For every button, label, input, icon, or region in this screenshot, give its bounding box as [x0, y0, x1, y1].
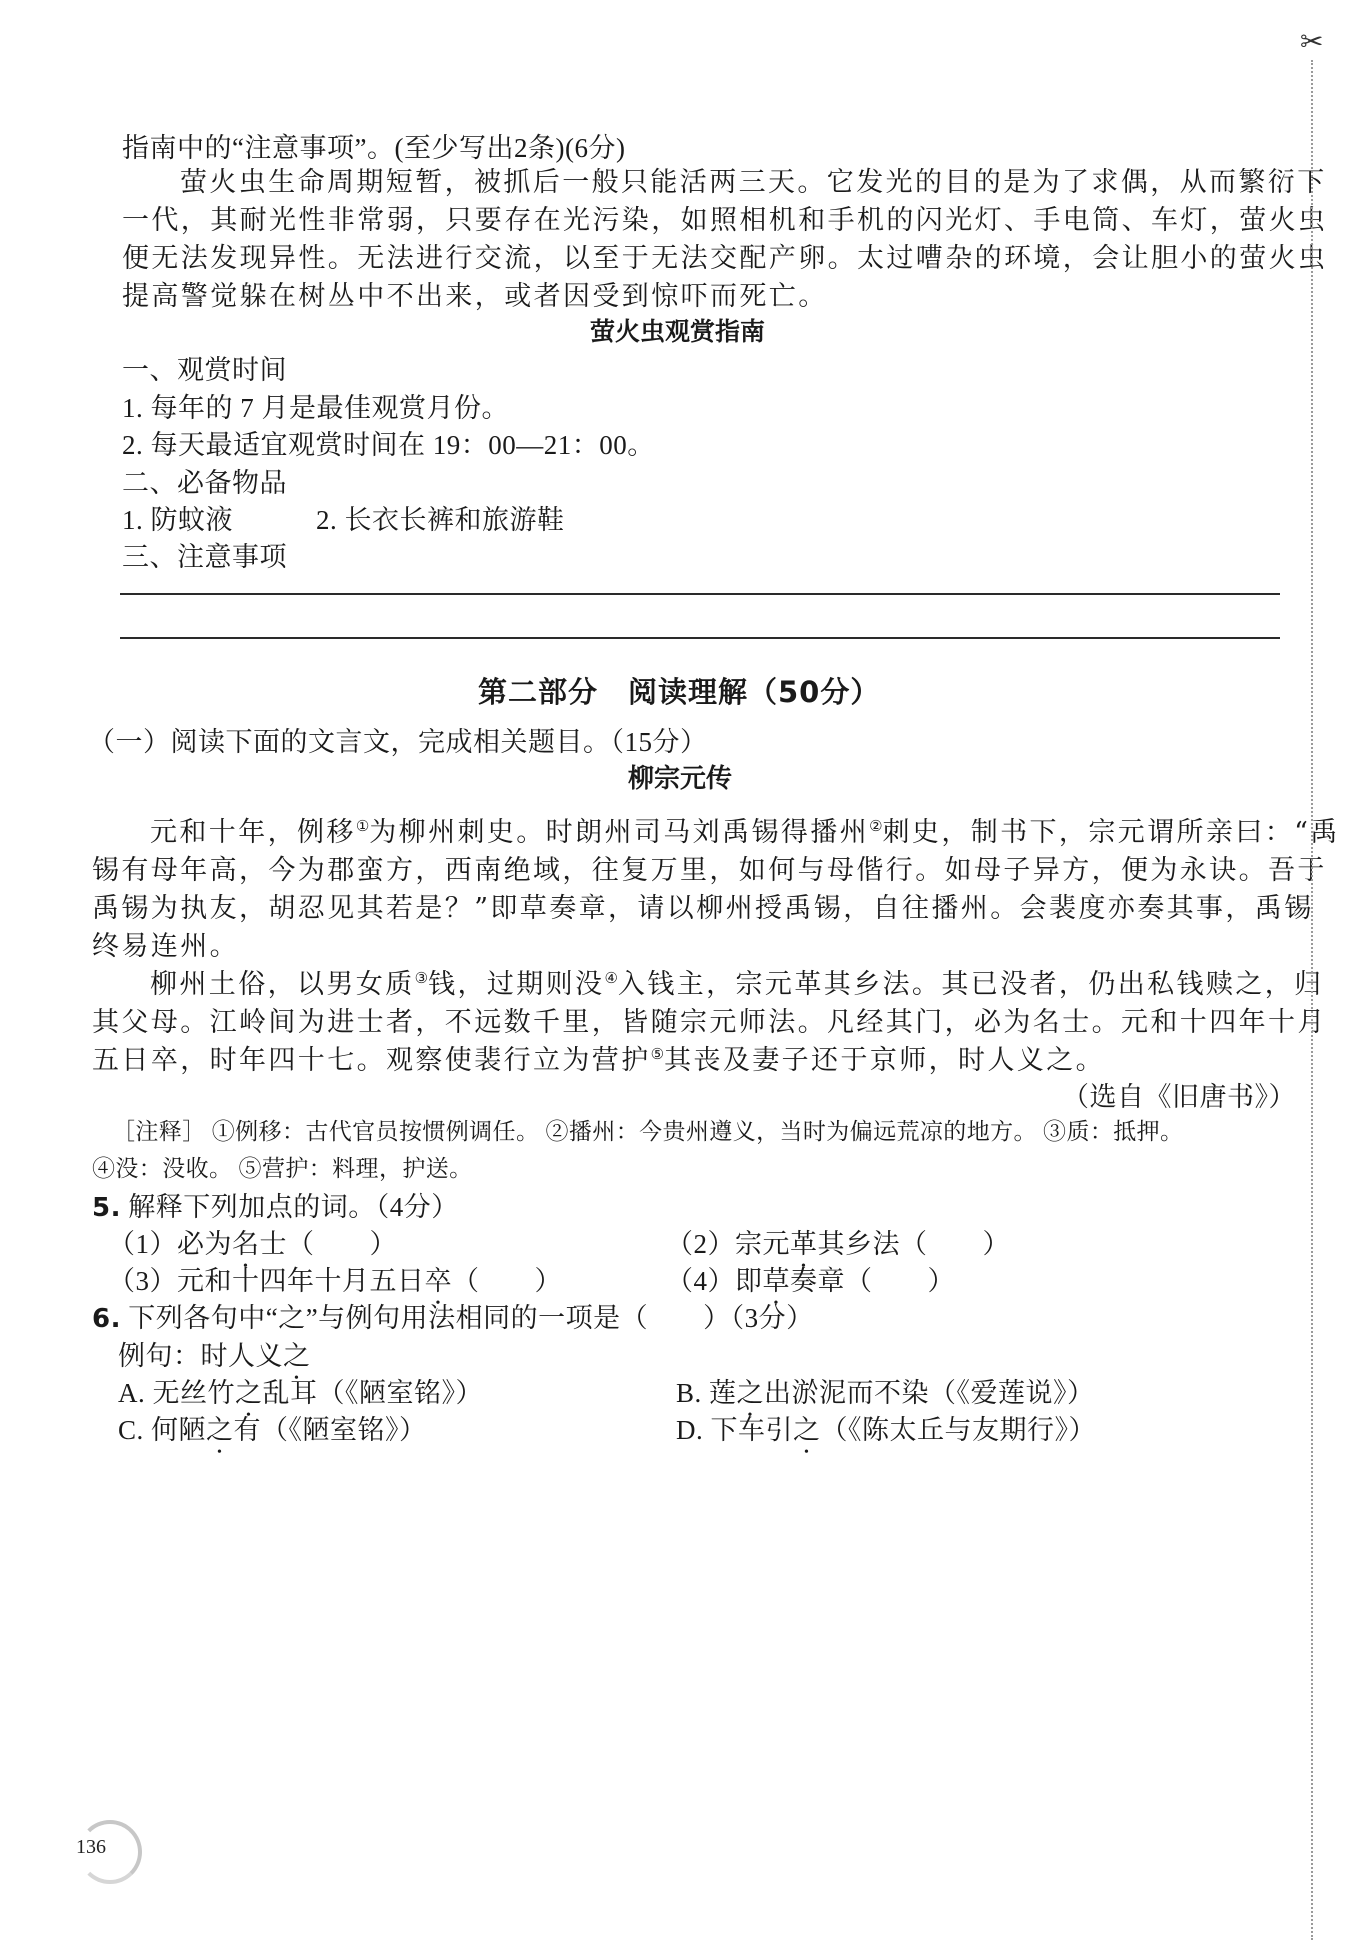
- passage-line-4: 提高警觉躲在树丛中不出来，或者因受到惊吓而死亡。: [122, 281, 828, 312]
- guide-title: 萤火虫观赏指南: [590, 317, 766, 346]
- dotted-word: 之: [235, 1378, 263, 1408]
- text-run: （《陈太丘与友期行》）: [820, 1415, 1096, 1445]
- passage-title: 柳宗元传: [628, 764, 733, 794]
- classical-p2-line-2: 其父母。江岭间为进士者，不远数千里，皆随宗元师法。凡经其门，必为名士。元和十四年十月: [92, 1007, 1327, 1038]
- guide-item-clothing: 2. 长衣长裤和旅游鞋: [316, 505, 565, 535]
- annotation-line-1: ［注释］ ①例移：古代官员按惯例调任。 ②播州：今贵州遵义，当时为偏远荒凉的地方。 ③质：抵押。: [112, 1119, 1184, 1144]
- dotted-word: 之: [793, 1415, 821, 1445]
- q6-option-d[interactable]: [676, 1408, 1096, 1460]
- question-text: 解释下列加点的词。（4分）: [120, 1192, 459, 1222]
- text-run: 奏章（ ）: [790, 1266, 955, 1296]
- text-run: （3）元和十四年十月五日: [108, 1266, 425, 1296]
- question-text: 下列各句中“之”与例句用法相同的一项是（ ）（3分）: [120, 1303, 814, 1333]
- dotted-word: 卒: [424, 1266, 452, 1296]
- passage-line-3: 便无法发现异性。无法进行交流，以至于无法交配产卵。太过嘈杂的环境，会让胆小的萤火虫: [122, 243, 1328, 274]
- note-ref-3: ③: [414, 969, 429, 987]
- text-run: 出淤泥而不染（《爱莲说》）: [764, 1378, 1095, 1408]
- text-run: （4）即: [666, 1266, 763, 1296]
- cut-line: [1311, 60, 1313, 1940]
- passage-line-2: 一代，其耐光性非常弱，只要存在光污染，如照相机和手机的闪光灯、手电筒、车灯，萤火虫: [122, 205, 1328, 236]
- classical-p1-line-3: 禹锡为执友，胡忍见其若是？”即草奏章，请以柳州授禹锡，自往播州。会裴度亦奏其事，禹锡: [92, 893, 1314, 924]
- guide-section-time: 一、观赏时间: [122, 355, 287, 385]
- guide-item-month: 1. 每年的 7 月是最佳观赏月份。: [122, 393, 509, 423]
- text-run: 例句：时人义: [118, 1341, 283, 1371]
- classical-p1-line-4: 终易连州。: [92, 931, 239, 962]
- text-run: 钱，过期则没: [428, 969, 605, 1000]
- text-run: （1）必为: [108, 1229, 232, 1259]
- text-run: A. 无丝竹: [118, 1378, 235, 1408]
- note-ref-1: ①: [355, 817, 370, 835]
- page-number-badge: [72, 1818, 142, 1878]
- annotation-line-2: ④没：没收。 ⑤营护：料理，护送。: [92, 1156, 473, 1181]
- guide-section-items: 二、必备物品: [122, 468, 287, 498]
- guide-item-hours: 2. 每天最适宜观赏时间在 19：00—21：00。: [122, 430, 655, 460]
- note-ref-2: ②: [869, 817, 883, 835]
- dotted-word: 之: [206, 1415, 234, 1445]
- text-run: 为柳州刺史。时朗州司马刘禹锡得播州: [369, 817, 870, 848]
- text-run: 五日卒，时年四十七。观察使裴行立为营护: [92, 1045, 651, 1076]
- classical-p1-line-2: 锡有母年高，今为郡蛮方，西南绝域，往复万里，如何与母偕行。如母子异方，便为永诀。吾于: [92, 855, 1327, 886]
- answer-line-2[interactable]: [120, 637, 1280, 639]
- text-run: 士（ ）: [259, 1229, 397, 1259]
- text-run: 其丧及妻子还于京师，时人义之。: [664, 1045, 1106, 1076]
- q6-option-c[interactable]: [118, 1408, 427, 1460]
- text-run: 乱耳（《陋室铭》）: [262, 1378, 483, 1408]
- dotted-word: 之: [283, 1341, 311, 1371]
- classical-p2-line-3: [92, 1038, 1105, 1077]
- text-run: B. 莲: [676, 1378, 737, 1408]
- answer-line-1[interactable]: [120, 593, 1280, 595]
- text-run: 其乡法（ ）: [817, 1229, 1010, 1259]
- text-run: C. 何陋: [118, 1415, 207, 1445]
- question-6-stem: [92, 1296, 814, 1335]
- dotted-word: 之: [736, 1378, 765, 1408]
- question-intro: 指南中的“注意事项”。(至少写出2条)(6分): [122, 133, 626, 163]
- guide-section-notes: 三、注意事项: [122, 542, 287, 572]
- dotted-word: 草: [762, 1266, 790, 1296]
- passage-line-1: 萤火虫生命周期短暂，被抓后一般只能活两三天。它发光的目的是为了求偶，从而繁衍下: [180, 167, 1327, 198]
- text-run: 有（《陋室铭》）: [233, 1415, 427, 1445]
- text-run: 入钱主，宗元革其乡法。其已没者，仍出私钱赎之，归: [617, 969, 1324, 1000]
- question-5-stem: [92, 1185, 459, 1224]
- note-ref-4: ④: [604, 969, 618, 987]
- section-instruction: （一）阅读下面的文言文，完成相关题目。（15分）: [88, 727, 708, 757]
- scissors-icon: ✂: [1300, 25, 1324, 58]
- text-run: 刺史，制书下，宗元谓所亲曰：“禹: [882, 817, 1340, 848]
- text-run: 柳州土俗，以男女质: [150, 969, 415, 1000]
- source-citation: （选自《旧唐书》）: [1062, 1082, 1296, 1112]
- question-number: 5.: [92, 1193, 121, 1223]
- guide-item-repellent: 1. 防蚊液: [122, 505, 233, 535]
- note-ref-5: ⑤: [650, 1045, 665, 1063]
- text-run: （2）宗元: [666, 1229, 790, 1259]
- text-run: D. 下车引: [676, 1415, 793, 1445]
- question-number: 6.: [92, 1304, 121, 1334]
- classical-p2-line-1: [150, 962, 1324, 1001]
- text-run: （ ）: [452, 1266, 562, 1296]
- dotted-word: 革: [790, 1229, 818, 1259]
- classical-p1-line-1: [150, 810, 1340, 849]
- page-number: 136: [76, 1836, 106, 1858]
- part-heading: 第二部分 阅读理解（50分）: [478, 675, 881, 709]
- dotted-word: 名: [232, 1229, 260, 1259]
- text-run: 元和十年，例移: [150, 817, 356, 848]
